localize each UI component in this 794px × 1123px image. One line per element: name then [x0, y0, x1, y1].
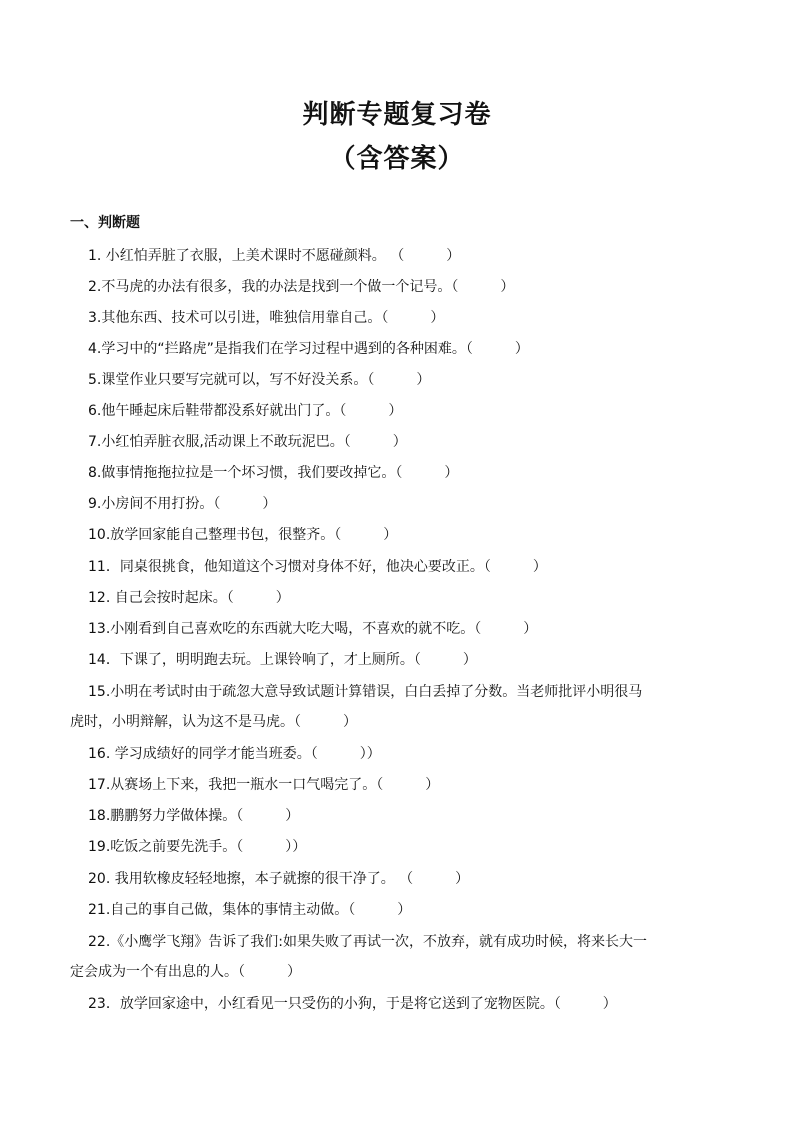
question-line: 12. 自己会按时起床。（ ） — [88, 590, 290, 606]
question-line: 14．下课了，明明跑去玩。上课铃响了，才上厕所。（ ） — [88, 652, 477, 668]
question-line: 20. 我用软橡皮轻轻地擦，本子就擦的很干净了。 （ ） — [88, 871, 470, 887]
question-line: 22.《小鹰学飞翔》告诉了我们:如果失败了再试一次，不放弃，就有成功时候，将来长大一 — [88, 934, 647, 950]
question-line: 4.学习中的“拦路虎”是指我们在学习过程中遇到的各种困难。（ ） — [88, 341, 529, 357]
question-line: 23．放学回家途中，小红看见一只受伤的小狗，于是将它送到了宠物医院。（ ） — [88, 996, 617, 1012]
question-line: 13.小刚看到自己喜欢吃的东西就大吃大喝，不喜欢的就不吃。（ ） — [88, 621, 538, 637]
question-line-continued: 虎时，小明辩解，认为这不是马虎。（ ） — [70, 714, 357, 730]
question-line: 21.自己的事自己做，集体的事情主动做。（ ） — [88, 902, 412, 918]
question-line: 15.小明在考试时由于疏忽大意导致试题计算错误，白白丢掉了分数。当老师批评小明很马 — [88, 684, 643, 700]
question-line-continued: 定会成为一个有出息的人。（ ） — [70, 964, 301, 980]
question-line: 2.不马虎的办法有很多，我的办法是找到一个做一个记号。（ ） — [88, 279, 515, 295]
question-line: 6.他午睡起床后鞋带都没系好就出门了。（ ） — [88, 403, 403, 419]
question-line: 9.小房间不用打扮。（ ） — [88, 496, 277, 512]
document-subtitle: （含答案） — [329, 144, 465, 174]
question-line: 10.放学回家能自己整理书包，很整齐。（ ） — [88, 527, 398, 543]
question-line: 19.吃饭之前要先洗手。（ ）） — [88, 839, 307, 855]
question-line: 18.鹏鹏努力学做体操。（ ） — [88, 808, 300, 824]
question-line: 8.做事情拖拖拉拉是一个坏习惯，我们要改掉它。（ ） — [88, 465, 459, 481]
question-line: 17.从赛场上下来，我把一瓶水一口气喝完了。（ ） — [88, 777, 440, 793]
question-line: 16. 学习成绩好的同学才能当班委。（ ）） — [88, 746, 381, 762]
question-line: 11．同桌很挑食，他知道这个习惯对身体不好，他决心要改正。（ ） — [88, 559, 547, 575]
question-line: 1. 小红怕弄脏了衣服，上美术课时不愿碰颜料。 （ ） — [88, 248, 461, 264]
question-line: 5.课堂作业只要写完就可以，写不好没关系。（ ） — [88, 372, 431, 388]
document-title: 判断专题复习卷 — [302, 100, 492, 130]
section-heading: 一、判断题 — [70, 215, 140, 231]
question-line: 7.小红怕弄脏衣服,活动课上不敢玩泥巴。（ ） — [88, 434, 407, 450]
question-line: 3.其他东西、技术可以引进，唯独信用靠自己。（ ） — [88, 310, 445, 326]
